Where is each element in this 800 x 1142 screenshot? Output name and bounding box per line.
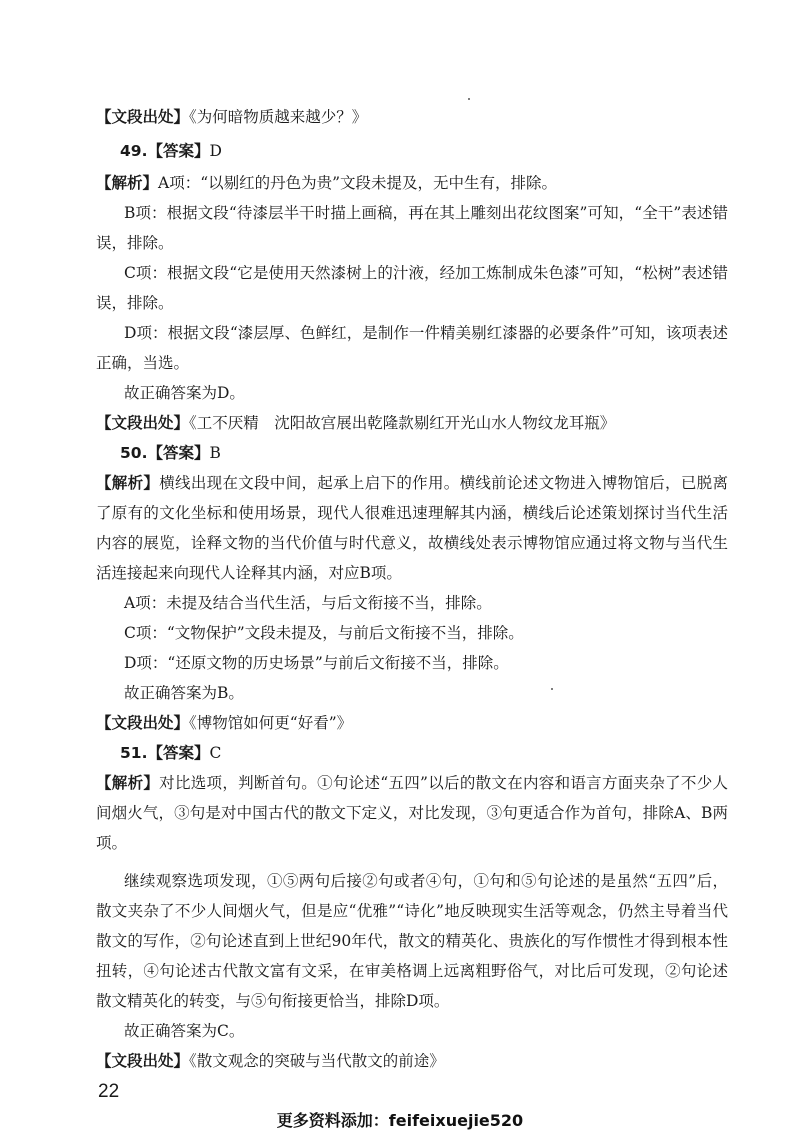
- source-label: 【文段出处】: [96, 414, 190, 432]
- answer-value: B: [209, 444, 221, 462]
- analysis-text: A项：“以剔红的丹色为贵”文段未提及，无中生有，排除。: [158, 174, 558, 192]
- source-title: 《为何暗物质越来越少？》: [189, 108, 368, 126]
- answer-label: 49.【答案】: [120, 142, 210, 160]
- source-label: 【文段出处】: [96, 1052, 190, 1070]
- conclusion-line: 故正确答案为C。: [124, 1022, 245, 1040]
- option-paragraph: D项：“还原文物的历史场景”与前后文衔接不当，排除。: [124, 654, 509, 672]
- answer-label: 50.【答案】: [120, 444, 210, 462]
- option-paragraph: C项：“文物保护”文段未提及，与前后文衔接不当，排除。: [124, 624, 524, 642]
- conclusion-line: 故正确答案为D。: [124, 384, 245, 402]
- source-title: 《博物馆如何更“好看”》: [189, 714, 353, 732]
- analysis-label: 【解析】: [96, 774, 160, 792]
- option-paragraph: B项：根据文段“待漆层半干时描上画稿，再在其上雕刻出花纹图案”可知，“全干”表述错误，排除。: [96, 204, 728, 252]
- source-line: [96, 1046, 728, 1076]
- analysis-paragraph: [96, 468, 728, 588]
- option-paragraph: D项：根据文段“漆层厚、色鲜红，是制作一件精美剔红漆器的必要条件”可知，该项表述正确，当选。: [96, 324, 728, 372]
- answer-line: [96, 738, 728, 768]
- option-paragraph: C项：根据文段“它是使用天然漆树上的汁液，经加工炼制成朱色漆”可知，“松树”表述错误，排除。: [96, 264, 728, 312]
- option-paragraph: A项：未提及结合当代生活，与后文衔接不当，排除。: [124, 594, 492, 612]
- source-line: [96, 708, 728, 738]
- analysis-text: 横线出现在文段中间，起承上启下的作用。横线前论述文物进入博物馆后，已脱离了原有的文化坐标和使用场景，现代人很难迅速理解其内涵，横线后论述策划探讨当代生活内容的展览，诠释文物的当代价值与时代意义，故横线处表示博物馆应通过将文物与当代生活连接起来向现代人诠释其内涵，对应B项。: [96, 474, 728, 582]
- analysis-label: 【解析】: [96, 474, 160, 492]
- footer-note: 更多资料添加：feifeixuejie520: [276, 1111, 524, 1130]
- source-label: 【文段出处】: [96, 108, 190, 126]
- source-label: 【文段出处】: [96, 714, 190, 732]
- answer-explanation-body: [96, 96, 728, 1076]
- analysis-text: 对比选项，判断首句。①句论述“五四”以后的散文在内容和语言方面夹杂了不少人间烟火气，③句是对中国古代的散文下定义，对比发现，③句更适合作为首句，排除A、B两项。: [96, 774, 728, 852]
- analysis-paragraph: [96, 768, 728, 858]
- answer-line: [96, 438, 728, 468]
- source-line: [96, 408, 728, 438]
- answer-value: D: [209, 142, 222, 160]
- page-number: 22: [98, 1081, 120, 1102]
- analysis-paragraph: [96, 168, 728, 198]
- analysis-label: 【解析】: [96, 174, 159, 192]
- answer-line: [96, 142, 728, 161]
- analysis-continuation-paragraph: 继续观察选项发现，①⑤两句后接②句或者④句，①句和⑤句论述的是虽然“五四”后，散文夹杂了不少人间烟火气，但是应“优雅”“诗化”地反映现实生活等观念，仍然主导着当代散文的写作，②句论述直到上世纪90年代，散文的精英化、贵族化的写作惯性才得到根本性扭转，④句论述古代散文富有文采，在审美格调上远离粗野俗气，对比后可发现，②句论述散文精英化的转变，与⑤句衔接更恰当，排除D项。: [96, 872, 728, 1010]
- source-title: 《工不厌精 沈阳故宫展出乾隆款剔红开光山水人物纹龙耳瓶》: [189, 414, 616, 432]
- source-title: 《散文观念的突破与当代散文的前途》: [189, 1052, 445, 1070]
- answer-label: 51.【答案】: [120, 744, 210, 762]
- conclusion-line: 故正确答案为B。: [124, 684, 244, 702]
- answer-value: C: [209, 744, 222, 762]
- source-line: [96, 108, 728, 127]
